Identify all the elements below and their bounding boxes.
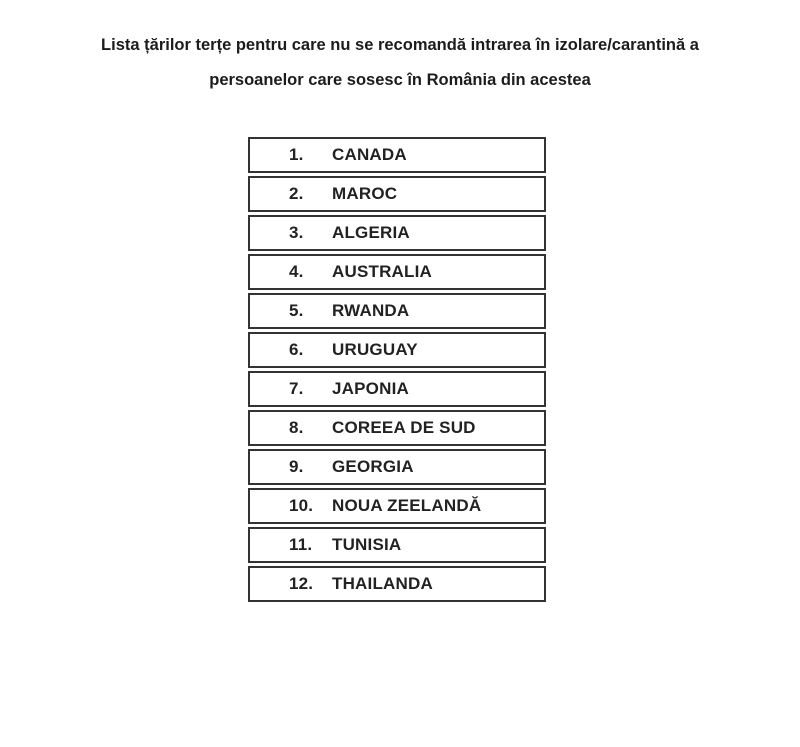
table-row [248,137,546,173]
page-title-line-2: persoanelor care sosesc în România din acestea [209,71,591,89]
table-row [248,566,546,602]
row-number: 11. [289,535,313,554]
row-number: 5. [289,301,304,320]
row-number: 10. [289,496,314,515]
table-row [248,449,546,485]
country-name: GEORGIA [332,457,414,476]
table-row [248,527,546,563]
country-name: CANADA [332,145,407,164]
country-name: COREEA DE SUD [332,418,476,437]
table-row [248,371,546,407]
row-number: 8. [289,418,304,437]
country-name: ALGERIA [332,223,410,242]
table-row [248,293,546,329]
country-name: AUSTRALIA [332,262,433,281]
country-name: NOUA ZEELANDĂ [332,496,482,515]
row-number: 2. [289,184,304,203]
row-number: 3. [289,223,304,242]
country-name: JAPONIA [332,379,409,398]
page-title [0,28,800,98]
row-number: 4. [289,262,304,281]
country-name: TUNISIA [332,535,402,554]
row-number: 12. [289,574,314,593]
table-row [248,488,546,524]
row-number: 7. [289,379,304,398]
row-number: 9. [289,457,304,476]
table-row [248,332,546,368]
country-name: THAILANDA [332,574,433,593]
country-name: URUGUAY [332,340,418,359]
table-row [248,215,546,251]
row-number: 6. [289,340,304,359]
country-list [248,137,546,602]
row-number: 1. [289,145,304,164]
page-title-line-1: Lista țărilor terțe pentru care nu se recomandă intrarea în izolare/carantină a [101,36,699,54]
table-row [248,176,546,212]
country-name: RWANDA [332,301,410,320]
table-row [248,410,546,446]
country-name: MAROC [332,184,398,203]
table-row [248,254,546,290]
